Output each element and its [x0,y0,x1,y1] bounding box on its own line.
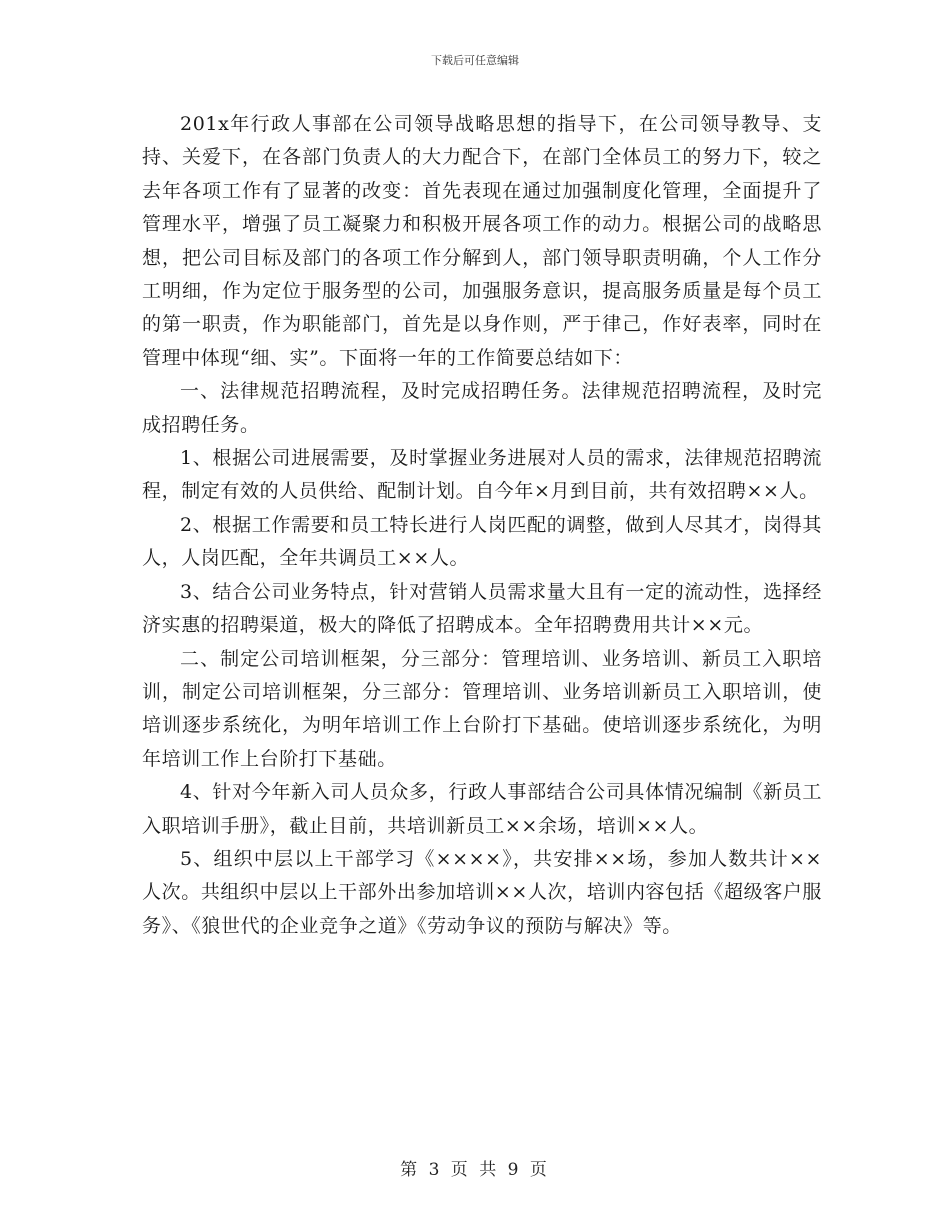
paragraph-item-4: 4、针对今年新入司人员众多，行政人事部结合公司具体情况编制《新员工入职培训手册》，截止目前，共培训新员工××余场，培训××人。 [142,781,822,837]
page-header-note: 下载后可任意编辑 [431,54,519,67]
paragraph-section-2-heading: 二、制定公司培训框架，分三部分：管理培训、业务培训、新员工入职培训，制定公司培训框架，分三部分：管理培训、业务培训新员工入职培训，使培训逐步系统化，为明年培训工作上台阶打下基础。使培训逐步系统化，为明年培训工作上台阶打下基础。 [142,647,822,770]
page-number-footer: 第 3 页 共 9 页 [400,1160,550,1180]
paragraph-item-5: 5、组织中层以上干部学习《××××》，共安排××场，参加人数共计××人次。共组织中层以上干部外出参加培训××人次，培训内容包括《超级客户服务》、《狼世代的企业竞争之道》《劳动争议的预防与解决》等。 [142,847,822,937]
paragraph-item-2: 2、根据工作需要和员工特长进行人岗匹配的调整，做到人尽其才，岗得其人，人岗匹配，全年共调员工××人。 [142,513,822,570]
paragraph-section-1-heading: 一、法律规范招聘流程，及时完成招聘任务。法律规范招聘流程，及时完成招聘任务。 [142,380,822,436]
paragraph-item-3: 3、结合公司业务特点，针对营销人员需求量大且有一定的流动性，选择经济实惠的招聘渠道，极大的降低了招聘成本。全年招聘费用共计××元。 [142,580,822,637]
paragraph-intro: 201x年行政人事部在公司领导战略思想的指导下，在公司领导教导、支持、关爱下，在各部门负责人的大力配合下，在部门全体员工的努力下，较之去年各项工作有了显著的改变：首先表现在通过加强制度化管理，全面提升了管理水平，增强了员工凝聚力和积极开展各项工作的动力。根据公司的战略思想，把公司目标及部门的各项工作分解到人，部门领导职责明确，个人工作分工明细，作为定位于服务型的公司，加强服务意识，提高服务质量是每个员工的第一职责，作为职能部门，首先是以身作则，严于律己，作好表率，同时在管理中体现“细、实”。下面将一年的工作简要总结如下： [142,113,822,369]
paragraph-item-1: 1、根据公司进展需要，及时掌握业务进展对人员的需求，法律规范招聘流程，制定有效的人员供给、配制计划。自今年×月到目前，共有效招聘××人。 [142,447,822,503]
document-body [142,108,822,943]
